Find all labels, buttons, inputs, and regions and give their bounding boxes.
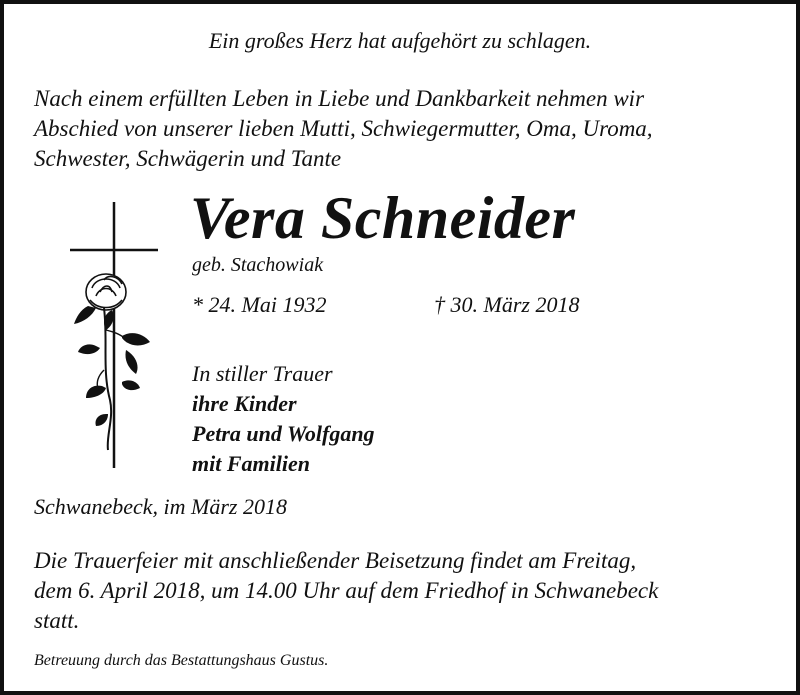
intro-line: Nach einem erfüllten Leben in Liebe und Dankbarkeit nehmen wir (34, 86, 645, 111)
intro-text (34, 84, 779, 174)
funeral-info (34, 546, 658, 636)
funeral-home-note: Betreuung durch das Bestattungshaus Gustus. (34, 652, 329, 669)
funeral-line: statt. (34, 608, 80, 633)
intro-line: Abschied von unserer lieben Mutti, Schwiegermutter, Oma, Uroma, (34, 116, 653, 141)
death-date: † 30. März 2018 (434, 292, 580, 317)
mourning-line: Petra und Wolfgang (192, 421, 375, 446)
birth-date: * 24. Mai 1932 (192, 292, 327, 317)
intro-line: Schwester, Schwägerin und Tante (34, 146, 342, 171)
funeral-line: Die Trauerfeier mit anschließender Beisetzung findet am Freitag, (34, 548, 637, 573)
mourning-line: ihre Kinder (192, 391, 297, 416)
birth-name: geb. Stachowiak (192, 254, 324, 276)
cross-with-rose-icon (66, 200, 162, 470)
place-date: Schwanebeck, im März 2018 (34, 494, 287, 519)
opening-line: Ein großes Herz hat aufgehört zu schlagen. (208, 28, 592, 53)
deceased-name: Vera Schneider (190, 185, 576, 251)
mourning-line: mit Familien (192, 451, 310, 476)
funeral-line: dem 6. April 2018, um 14.00 Uhr auf dem Friedhof in Schwanebeck (34, 578, 659, 603)
mourning-line: In stiller Trauer (192, 361, 333, 386)
mourning-block (192, 359, 375, 479)
